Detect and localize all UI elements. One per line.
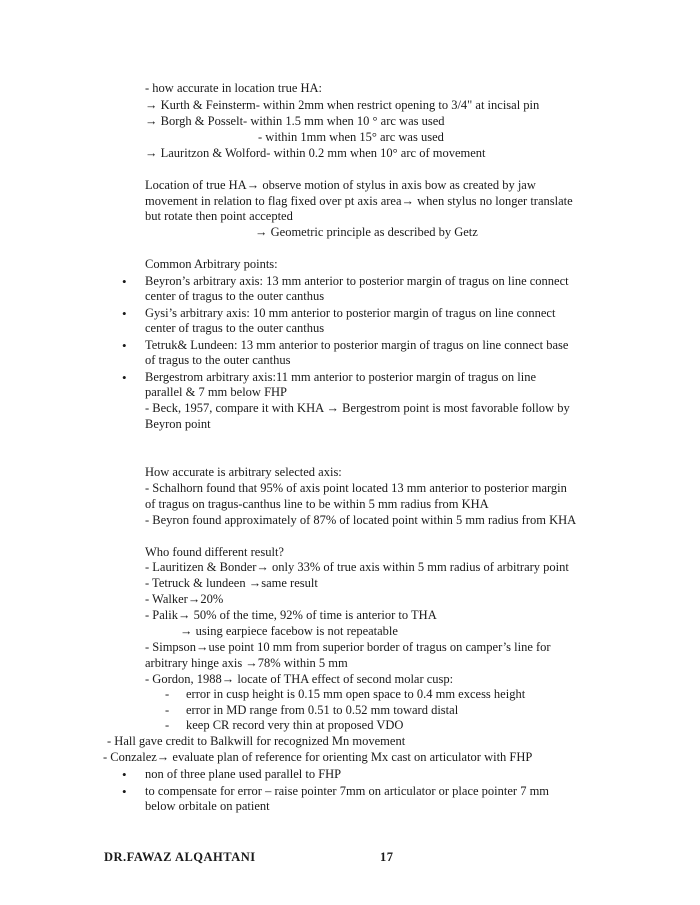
- text-line: non of three plane used parallel to FHP: [145, 767, 342, 781]
- text-line: center of tragus to the outer canthus: [145, 321, 325, 335]
- text-line: below orbitale on patient: [145, 799, 270, 813]
- text-line: movement in relation to flag fixed over pt axis area→ when stylus no longer translate: [145, 194, 573, 208]
- text-line: - Walker→20%: [145, 592, 224, 606]
- text-line: - Schalhorn found that 95% of axis point located 13 mm anterior to posterior margin: [145, 481, 567, 495]
- text-line: Tetruk& Lundeen: 13 mm anterior to posterior margin of tragus on line connect base: [145, 338, 569, 352]
- text-line: - Beyron found approximately of 87% of located point within 5 mm radius from KHA: [145, 513, 577, 527]
- bullet-icon: •: [122, 306, 127, 321]
- text-line: - Tetruck & lundeen →same result: [145, 576, 318, 590]
- dash-bullet: -: [165, 703, 170, 717]
- text-line: - Simpson→use point 10 mm from superior border of tragus on camper’s line for: [145, 640, 551, 654]
- text-line: error in MD range from 0.51 to 0.52 mm toward distal: [186, 703, 459, 717]
- footer-author: DR.FAWAZ ALQAHTANI: [104, 850, 256, 864]
- bullet-icon: •: [122, 274, 127, 289]
- bullet-icon: •: [122, 338, 127, 353]
- text-line: → Borgh & Posselt- within 1.5 mm when 10 ° arc was used: [145, 114, 445, 128]
- text-line: Beyron point: [145, 417, 211, 431]
- text-line: parallel & 7 mm below FHP: [145, 385, 287, 399]
- text-line: - Beck, 1957, compare it with KHA → Bergestrom point is most favorable follow by: [145, 401, 570, 415]
- text-line: of tragus on tragus-canthus line to be within 5 mm radius from KHA: [145, 497, 489, 511]
- text-line: - Hall gave credit to Balkwill for recognized Mn movement: [107, 734, 406, 748]
- text-line: → Kurth & Feinsterm- within 2mm when restrict opening to 3/4" at incisal pin: [145, 98, 540, 112]
- bullet-icon: •: [122, 767, 127, 782]
- text-line: arbitrary hinge axis →78% within 5 mm: [145, 656, 348, 670]
- text-line: keep CR record very thin at proposed VDO: [186, 718, 404, 732]
- dash-bullet: -: [165, 718, 170, 732]
- text-line: Bergestrom arbitrary axis:11 mm anterior to posterior margin of tragus on line: [145, 370, 536, 384]
- text-line: - Palik→ 50% of the time, 92% of time is anterior to THA: [145, 608, 437, 622]
- text-line: error in cusp height is 0.15 mm open space to 0.4 mm excess height: [186, 687, 526, 701]
- text-line: but rotate then point accepted: [145, 209, 293, 223]
- text-line: - within 1mm when 15° arc was used: [258, 130, 444, 144]
- text-line: → Lauritzon & Wolford- within 0.2 mm when 10° arc of movement: [145, 146, 486, 160]
- text-line: → using earpiece facebow is not repeatable: [180, 624, 398, 638]
- page-number: 17: [380, 850, 394, 864]
- text-line: Location of true HA→ observe motion of stylus in axis bow as created by jaw: [145, 178, 536, 192]
- section-heading: Common Arbitrary points:: [145, 257, 278, 271]
- section-heading: How accurate is arbitrary selected axis:: [145, 465, 342, 479]
- text-line: - Lauritizen & Bonder→ only 33% of true axis within 5 mm radius of arbitrary point: [145, 560, 569, 574]
- text-line: - Conzalez→ evaluate plan of reference for orienting Mx cast on articulator with FHP: [103, 750, 533, 764]
- text-line: of tragus to the outer canthus: [145, 353, 291, 367]
- dash-bullet: -: [165, 687, 170, 701]
- bullet-icon: •: [122, 784, 127, 799]
- text-line: to compensate for error – raise pointer 7mm on articulator or place pointer 7 mm: [145, 784, 550, 798]
- text-line: Gysi’s arbitrary axis: 10 mm anterior to posterior margin of tragus on line connect: [145, 306, 556, 320]
- text-line: Beyron’s arbitrary axis: 13 mm anterior to posterior margin of tragus on line connect: [145, 274, 569, 288]
- text-line: center of tragus to the outer canthus: [145, 289, 325, 303]
- bullet-icon: •: [122, 370, 127, 385]
- text-line: - how accurate in location true HA:: [145, 81, 323, 95]
- text-line: - Gordon, 1988→ locate of THA effect of second molar cusp:: [145, 672, 454, 686]
- text-line: → Geometric principle as described by Getz: [255, 225, 478, 239]
- section-heading: Who found different result?: [145, 545, 284, 559]
